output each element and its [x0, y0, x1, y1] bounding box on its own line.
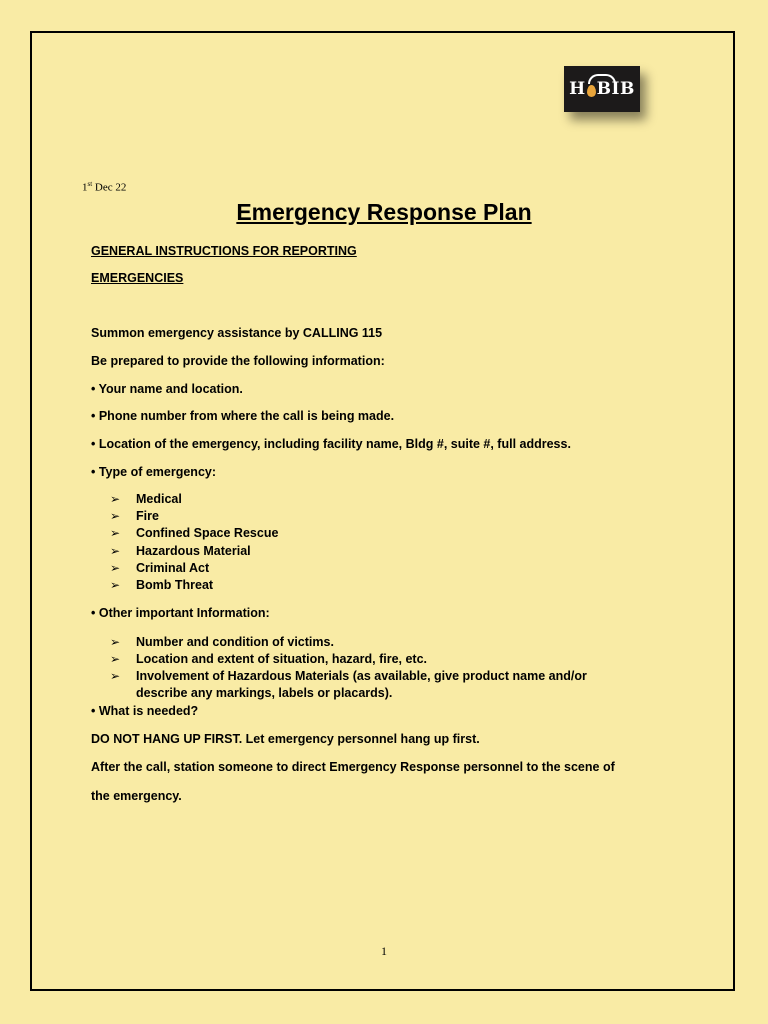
bullet-location: • Location of the emergency, including facility name, Bldg #, suite #, full address. [91, 437, 571, 451]
habib-logo [564, 66, 640, 112]
after-call-line-1: After the call, station someone to direct Emergency Response personnel to the scene of [91, 760, 615, 774]
after-call-line-2: the emergency. [91, 789, 182, 803]
emergency-type-list [110, 491, 278, 594]
arrow-bullet-icon: ➢ [110, 560, 121, 575]
section-heading-2: EMERGENCIES [91, 271, 184, 285]
arrow-bullet-icon: ➢ [110, 652, 121, 667]
list-item: ➢ Confined Space Rescue [110, 525, 278, 542]
list-item: ➢ Criminal Act [110, 560, 278, 577]
arrow-bullet-icon: ➢ [110, 577, 121, 592]
logo-wordmark: H BIB [569, 79, 635, 99]
arrow-bullet-icon: ➢ [110, 509, 121, 524]
cloche-icon [588, 74, 616, 84]
page-title: Emergency Response Plan [236, 199, 532, 225]
arrow-bullet-icon: ➢ [110, 635, 121, 649]
prepared-line: Be prepared to provide the following information: [91, 354, 385, 368]
do-not-hang-line: DO NOT HANG UP FIRST. Let emergency personnel hang up first. [91, 732, 480, 746]
list-item: ➢ Involvement of Hazardous Materials (as available, give product name and/or describe any markings, labels or placards). [110, 669, 587, 701]
arrow-bullet-icon: ➢ [110, 669, 121, 684]
bullet-needed: • What is needed? [91, 704, 199, 718]
document-date: 1st Dec 22 [82, 180, 127, 194]
other-info-list [110, 634, 616, 702]
page-number: 1 [381, 944, 387, 958]
list-item: ➢ Hazardous Material [110, 543, 278, 560]
section-heading-1: GENERAL INSTRUCTIONS FOR REPORTING [91, 244, 357, 258]
bullet-other: • Other important Information: [91, 606, 270, 620]
bullet-phone: • Phone number from where the call is being made. [91, 409, 395, 423]
list-item: ➢ Fire [110, 508, 278, 525]
summon-line: Summon emergency assistance by CALLING 115 [91, 326, 383, 340]
arrow-bullet-icon: ➢ [110, 543, 121, 558]
list-item: ➢ Bomb Threat [110, 577, 278, 594]
arrow-bullet-icon: ➢ [110, 526, 121, 541]
list-item: ➢ Location and extent of situation, hazard, fire, etc. [110, 651, 616, 668]
arrow-bullet-icon: ➢ [110, 492, 121, 506]
bullet-type: • Type of emergency: [91, 465, 217, 479]
bullet-name: • Your name and location. [91, 382, 243, 396]
flame-drop-icon [587, 85, 596, 97]
list-item: ➢ Number and condition of victims. [110, 634, 616, 651]
list-item: ➢ Medical [110, 491, 278, 508]
